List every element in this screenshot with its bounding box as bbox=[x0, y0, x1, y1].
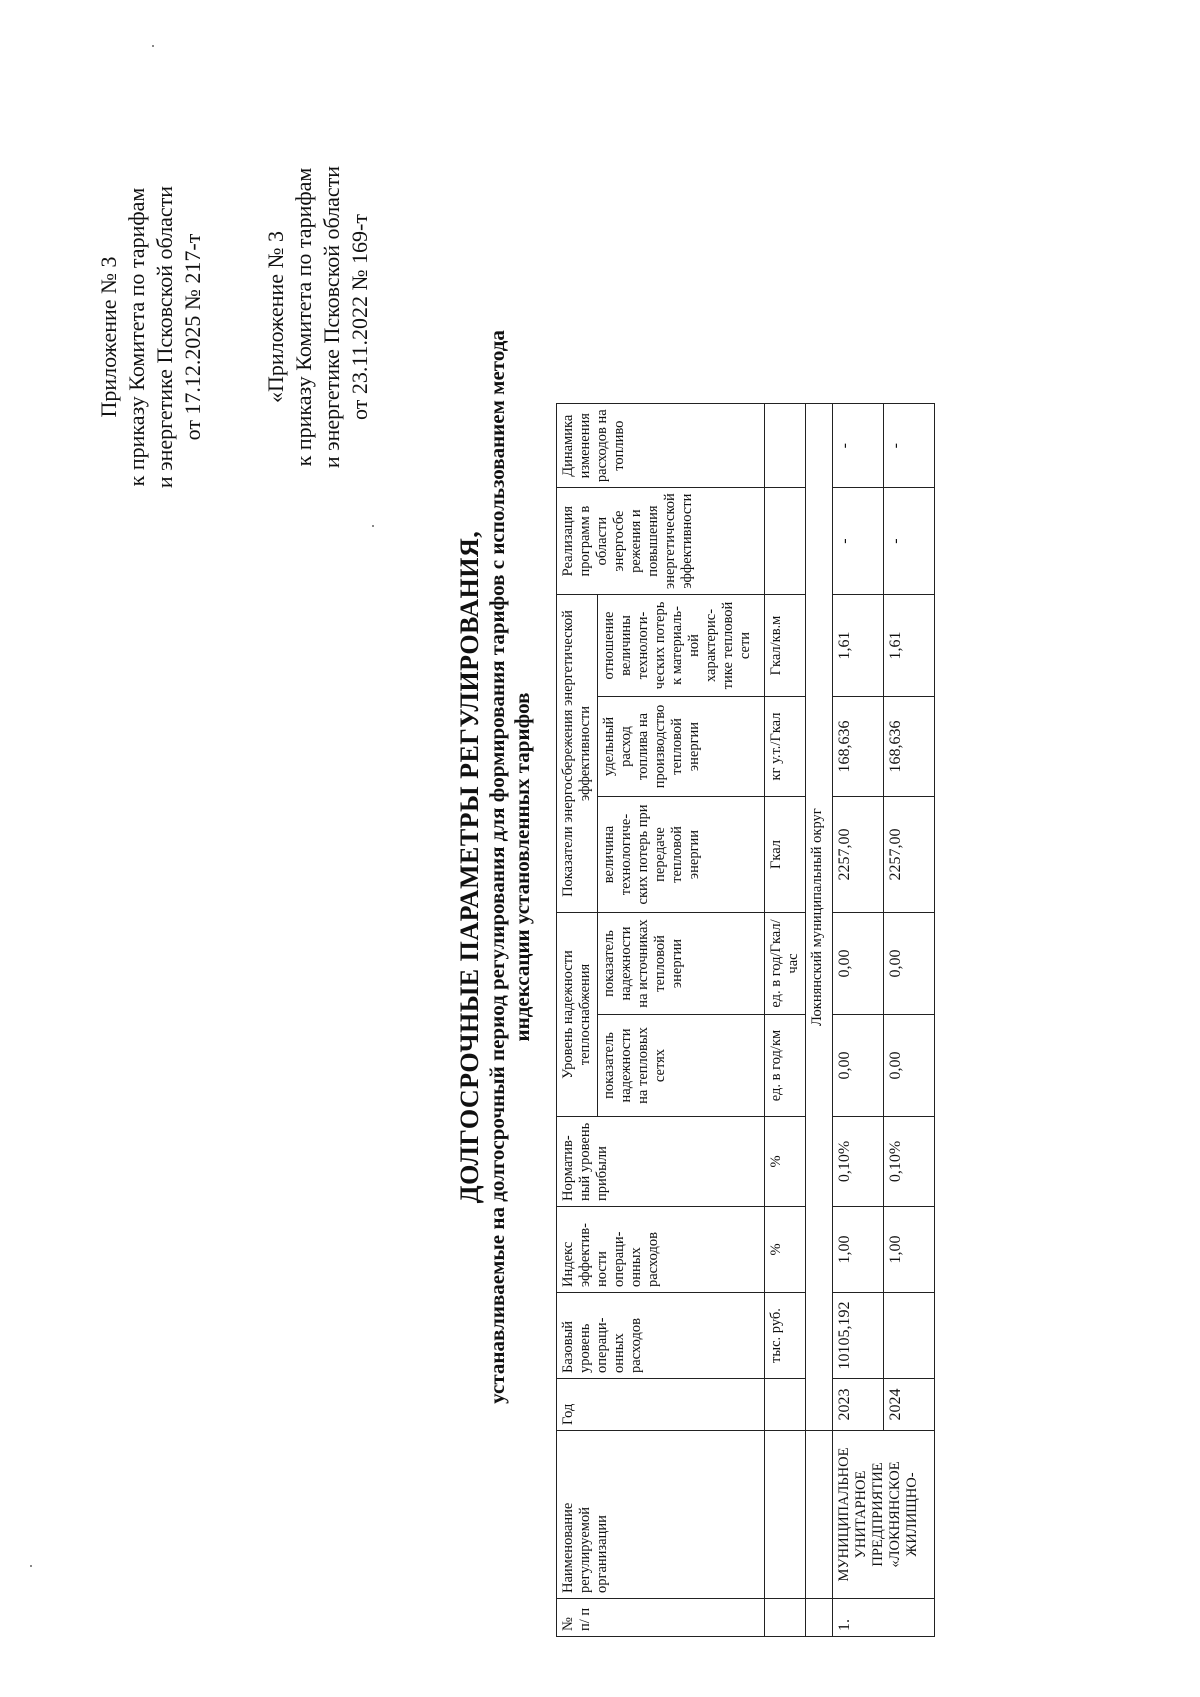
district-row bbox=[806, 404, 833, 1637]
unit-empty bbox=[765, 1379, 806, 1431]
document-subtitle bbox=[485, 177, 535, 1557]
document-title: ДОЛГОСРОЧНЫЕ ПАРАМЕТРЫ РЕГУЛИРОВАНИЯ, bbox=[455, 530, 484, 1204]
parameters-table bbox=[556, 403, 935, 1637]
org-name: МУНИЦИПАЛЬНОЕ УНИТАРНОЕ ПРЕДПРИЯТИЕ «ЛОКНЯНСКОЕ ЖИЛИЩНО- bbox=[833, 1431, 935, 1599]
header-reliability-group: Уровень надежности теплоснабжения bbox=[557, 913, 598, 1117]
cell-programs: - bbox=[884, 488, 935, 595]
unit-empty bbox=[765, 404, 806, 488]
cell-rel-sources: 0,00 bbox=[884, 913, 935, 1015]
appendix-line: от 23.11.2022 № 169-т bbox=[347, 214, 372, 420]
header-reliability-networks: показатель надежности на тепловых сетях bbox=[598, 1015, 765, 1117]
cell-year: 2024 bbox=[884, 1379, 935, 1431]
district-num-empty bbox=[806, 1599, 833, 1637]
cell-base: 10105,192 bbox=[833, 1293, 884, 1379]
appendix-line: к приказу Комитета по тарифам bbox=[291, 167, 316, 467]
unit-index: % bbox=[765, 1207, 806, 1293]
header-num: № п/ п bbox=[557, 1599, 765, 1637]
header-fuel-rate: удельный расход топлива на производство тепловой энергии bbox=[598, 697, 765, 797]
unit-rel-sources: ед. в год/Гкал/ час bbox=[765, 913, 806, 1015]
unit-empty bbox=[765, 488, 806, 595]
appendix-line: к приказу Комитета по тарифам bbox=[124, 187, 149, 487]
row-num: 1. bbox=[833, 1599, 935, 1637]
header-row-1 bbox=[557, 404, 598, 1637]
subtitle-line: устанавливаемые на долгосрочный период регулирования для формирования тарифов с использованием метода bbox=[485, 330, 509, 1404]
district-name: Локнянский муниципальный округ bbox=[806, 404, 833, 1431]
cell-rel-sources: 0,00 bbox=[833, 913, 884, 1015]
cell-dynamics: - bbox=[884, 404, 935, 488]
cell-rel-networks: 0,00 bbox=[884, 1015, 935, 1117]
cell-year: 2023 bbox=[833, 1379, 884, 1431]
subtitle-line: индексации установленных тарифов bbox=[510, 692, 534, 1042]
table-row bbox=[833, 404, 884, 1637]
cell-dynamics: - bbox=[833, 404, 884, 488]
district-org-empty bbox=[806, 1431, 833, 1599]
cell-index: 1,00 bbox=[884, 1207, 935, 1293]
appendix-header-old bbox=[262, 87, 374, 547]
cell-index: 1,00 bbox=[833, 1207, 884, 1293]
appendix-line: от 17.12.2025 № 217-т bbox=[180, 233, 205, 441]
header-profit: Норматив-ный уровень прибыли bbox=[557, 1117, 765, 1207]
cell-ratio: 1,61 bbox=[884, 595, 935, 697]
appendix-header-new bbox=[95, 107, 207, 567]
unit-ratio: Гкал/кв.м bbox=[765, 595, 806, 697]
unit-empty bbox=[765, 1431, 806, 1599]
cell-profit: 0,10% bbox=[884, 1117, 935, 1207]
appendix-line: и энергетике Псковской области bbox=[319, 165, 344, 469]
unit-empty bbox=[765, 1599, 806, 1637]
unit-base: тыс. руб. bbox=[765, 1293, 806, 1379]
header-fuel-dynamics: Динамика изменения расходов на топливо bbox=[557, 404, 765, 488]
cell-losses: 2257,00 bbox=[833, 797, 884, 913]
header-loss-ratio: отношение величины технологи-ческих потерь к материаль-ной характерис-тике тепловой сети bbox=[598, 595, 765, 697]
scan-speck bbox=[372, 525, 374, 527]
header-efficiency-index: Индекс эффектив-ности операци-онных расходов bbox=[557, 1207, 765, 1293]
header-programs: Реализация программ в области энергосбе режения и повышения энергетической эффективности bbox=[557, 488, 765, 595]
cell-fuel: 168,636 bbox=[884, 697, 935, 797]
unit-losses: Гкал bbox=[765, 797, 806, 913]
scan-speck bbox=[30, 1565, 32, 1567]
units-row bbox=[765, 404, 806, 1637]
appendix-line: «Приложение № 3 bbox=[263, 230, 288, 404]
header-org: Наименование регулируемой организации bbox=[557, 1431, 765, 1599]
appendix-line: и энергетике Псковской области bbox=[152, 185, 177, 489]
cell-programs: - bbox=[833, 488, 884, 595]
cell-profit: 0,10% bbox=[833, 1117, 884, 1207]
title-block bbox=[455, 177, 535, 1557]
unit-fuel: кг у.т./Гкал bbox=[765, 697, 806, 797]
appendix-line: Приложение № 3 bbox=[96, 256, 121, 418]
header-tech-losses: величина технологиче-ских потерь при передаче тепловой энергии bbox=[598, 797, 765, 913]
cell-losses: 2257,00 bbox=[884, 797, 935, 913]
unit-rel-networks: ед. в год/км bbox=[765, 1015, 806, 1117]
unit-profit: % bbox=[765, 1117, 806, 1207]
scan-speck bbox=[152, 45, 154, 47]
header-base-opex: Базовый уровень операци-онных расходов bbox=[557, 1293, 765, 1379]
cell-fuel: 168,636 bbox=[833, 697, 884, 797]
header-energy-group: Показатели энергосбережения энергетической эффективности bbox=[557, 595, 598, 913]
cell-ratio: 1,61 bbox=[833, 595, 884, 697]
cell-rel-networks: 0,00 bbox=[833, 1015, 884, 1117]
header-year: Год bbox=[557, 1379, 765, 1431]
header-reliability-sources: показатель надежности на источниках тепловой энергии bbox=[598, 913, 765, 1015]
cell-base bbox=[884, 1293, 935, 1379]
